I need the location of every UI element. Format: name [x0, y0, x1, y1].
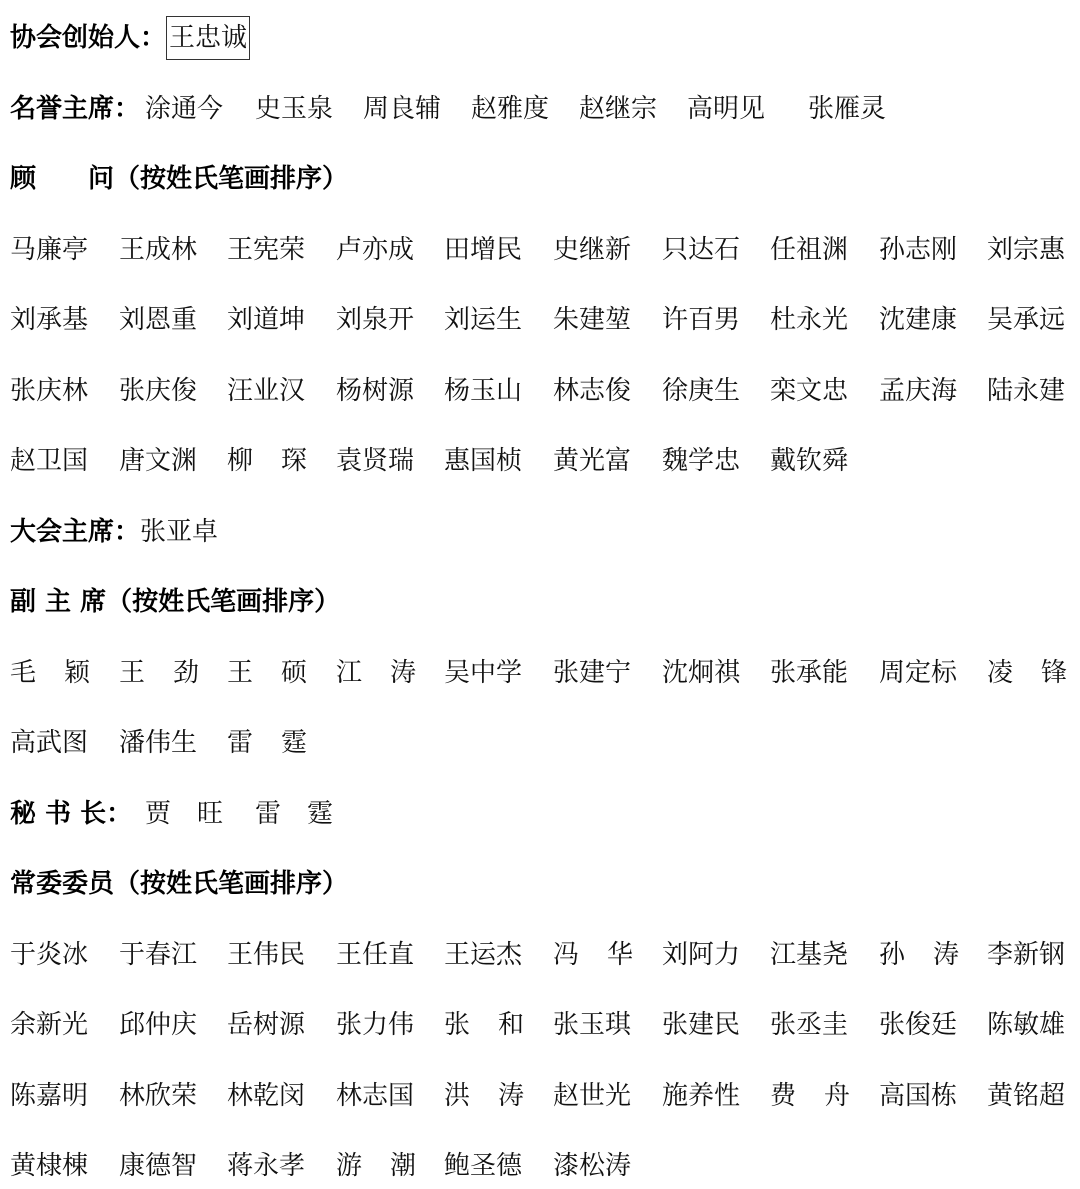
person-name: 林乾闵 [227, 1081, 306, 1111]
person-name: 凌 锋 [987, 658, 1067, 688]
person-name: 王宪荣 [227, 235, 306, 265]
person-name: 吴承远 [987, 305, 1066, 335]
secretary-general-name: 雷 霆 [255, 799, 334, 829]
honorary-name: 史玉泉 [255, 94, 334, 124]
person-name: 王 硕 [227, 658, 307, 688]
person-name: 费 舟 [770, 1081, 850, 1111]
person-name: 惠国桢 [444, 446, 523, 476]
person-name: 张建民 [662, 1010, 741, 1040]
person-name: 赵世光 [553, 1081, 632, 1111]
person-name: 张承能 [770, 658, 849, 688]
person-name: 杨玉山 [444, 376, 523, 406]
vice-chairs-row-2 [10, 723, 1075, 763]
person-name: 冯 华 [553, 940, 633, 970]
person-name: 王成林 [119, 235, 198, 265]
person-name: 康德智 [119, 1151, 198, 1181]
person-name: 刘阿力 [662, 940, 741, 970]
person-name: 施养性 [662, 1081, 741, 1111]
person-name: 田增民 [444, 235, 523, 265]
person-name: 陈嘉明 [10, 1081, 89, 1111]
person-name: 许百男 [662, 305, 741, 335]
person-name: 江基尧 [770, 940, 849, 970]
honorary-row [10, 89, 1075, 129]
advisors-row-3 [10, 371, 1075, 411]
person-name: 栾文忠 [770, 376, 849, 406]
secretary-general-name: 贾 旺 [145, 799, 224, 829]
person-name: 于炎冰 [10, 940, 89, 970]
person-name: 孙志刚 [879, 235, 958, 265]
person-name: 唐文渊 [119, 446, 198, 476]
person-name: 毛 颖 [10, 658, 90, 688]
person-name: 史继新 [553, 235, 632, 265]
advisors-row-1 [10, 230, 1075, 270]
chairman-row [10, 512, 1075, 552]
honorary-label: 名誉主席： [10, 94, 141, 124]
person-name: 黄光富 [553, 446, 632, 476]
person-name: 邱仲庆 [119, 1010, 198, 1040]
person-name: 张庆俊 [119, 376, 198, 406]
person-name: 潘伟生 [119, 728, 198, 758]
honorary-name: 涂通今 [145, 94, 224, 124]
person-name: 王 劲 [119, 658, 199, 688]
person-name: 蒋永孝 [227, 1151, 306, 1181]
chairman-label: 大会主席： [10, 517, 141, 547]
person-name: 鲍圣德 [444, 1151, 523, 1181]
honorary-name: 周良辅 [363, 94, 442, 124]
honorary-name: 赵雅度 [471, 94, 550, 124]
founder-name: 王忠诚 [166, 16, 250, 60]
standing-committee-row-2 [10, 1005, 1075, 1045]
person-name: 岳树源 [227, 1010, 306, 1040]
person-name: 吴中学 [444, 658, 523, 688]
person-name: 汪业汉 [227, 376, 306, 406]
person-name: 张建宁 [553, 658, 632, 688]
honorary-name: 张雁灵 [808, 94, 887, 124]
founder-row [10, 18, 1075, 58]
person-name: 杨树源 [336, 376, 415, 406]
founder-label: 协会创始人： [10, 23, 167, 53]
person-name: 张玉琪 [553, 1010, 632, 1040]
person-name: 林志国 [336, 1081, 415, 1111]
secretary-general-row [10, 794, 1075, 834]
vice-chairs-label: 副 主 席（按姓氏笔画排序） [10, 587, 341, 617]
person-name: 杜永光 [770, 305, 849, 335]
person-name: 林欣荣 [119, 1081, 198, 1111]
person-name: 李新钢 [987, 940, 1066, 970]
person-name: 黄铭超 [987, 1081, 1066, 1111]
person-name: 徐庚生 [662, 376, 741, 406]
person-name: 黄棣棟 [10, 1151, 89, 1181]
advisors-row-2 [10, 300, 1075, 340]
advisors-label: 顾 问（按姓氏笔画排序） [10, 164, 349, 194]
person-name: 周定标 [879, 658, 958, 688]
standing-committee-row-3 [10, 1076, 1075, 1116]
person-name: 沈建康 [879, 305, 958, 335]
person-name: 任祖渊 [770, 235, 849, 265]
person-name: 张丞圭 [770, 1010, 849, 1040]
honorary-name: 高明见 [687, 94, 766, 124]
person-name: 刘泉开 [336, 305, 415, 335]
person-name: 孟庆海 [879, 376, 958, 406]
person-name: 刘道坤 [227, 305, 306, 335]
vice-chairs-heading [10, 582, 1075, 622]
person-name: 王运杰 [444, 940, 523, 970]
person-name: 张力伟 [336, 1010, 415, 1040]
person-name: 魏学忠 [662, 446, 741, 476]
person-name: 张俊廷 [879, 1010, 958, 1040]
person-name: 高国栋 [879, 1081, 958, 1111]
person-name: 余新光 [10, 1010, 89, 1040]
person-name: 孙 涛 [879, 940, 959, 970]
person-name: 朱建堃 [553, 305, 632, 335]
person-name: 张庆林 [10, 376, 89, 406]
person-name: 戴钦舜 [770, 446, 849, 476]
standing-committee-heading [10, 864, 1075, 904]
standing-committee-row-1 [10, 935, 1075, 975]
person-name: 漆松涛 [553, 1151, 632, 1181]
person-name: 卢亦成 [336, 235, 415, 265]
person-name: 沈炯祺 [662, 658, 741, 688]
person-name: 柳 琛 [227, 446, 307, 476]
person-name: 林志俊 [553, 376, 632, 406]
secretary-general-label: 秘 书 长： [10, 799, 133, 829]
person-name: 刘承基 [10, 305, 89, 335]
person-name: 陈敏雄 [987, 1010, 1066, 1040]
advisors-heading [10, 159, 1075, 199]
person-name: 袁贤瑞 [336, 446, 415, 476]
person-name: 雷 霆 [227, 728, 307, 758]
person-name: 游 潮 [336, 1151, 416, 1181]
standing-committee-label: 常委委员（按姓氏笔画排序） [10, 869, 349, 899]
person-name: 刘恩重 [119, 305, 198, 335]
person-name: 洪 涛 [444, 1081, 524, 1111]
vice-chairs-row-1 [10, 653, 1075, 693]
person-name: 王伟民 [227, 940, 306, 970]
person-name: 江 涛 [336, 658, 416, 688]
person-name: 马廉亭 [10, 235, 89, 265]
chairman-name: 张亚卓 [140, 517, 219, 547]
honorary-name: 赵继宗 [579, 94, 658, 124]
person-name: 刘运生 [444, 305, 523, 335]
advisors-row-4 [10, 441, 1075, 481]
person-name: 王任直 [336, 940, 415, 970]
standing-committee-row-4 [10, 1146, 1075, 1186]
person-name: 高武图 [10, 728, 89, 758]
person-name: 只达石 [662, 235, 741, 265]
person-name: 赵卫国 [10, 446, 89, 476]
person-name: 陆永建 [987, 376, 1066, 406]
person-name: 张 和 [444, 1010, 524, 1040]
person-name: 刘宗惠 [987, 235, 1066, 265]
person-name: 于春江 [119, 940, 198, 970]
